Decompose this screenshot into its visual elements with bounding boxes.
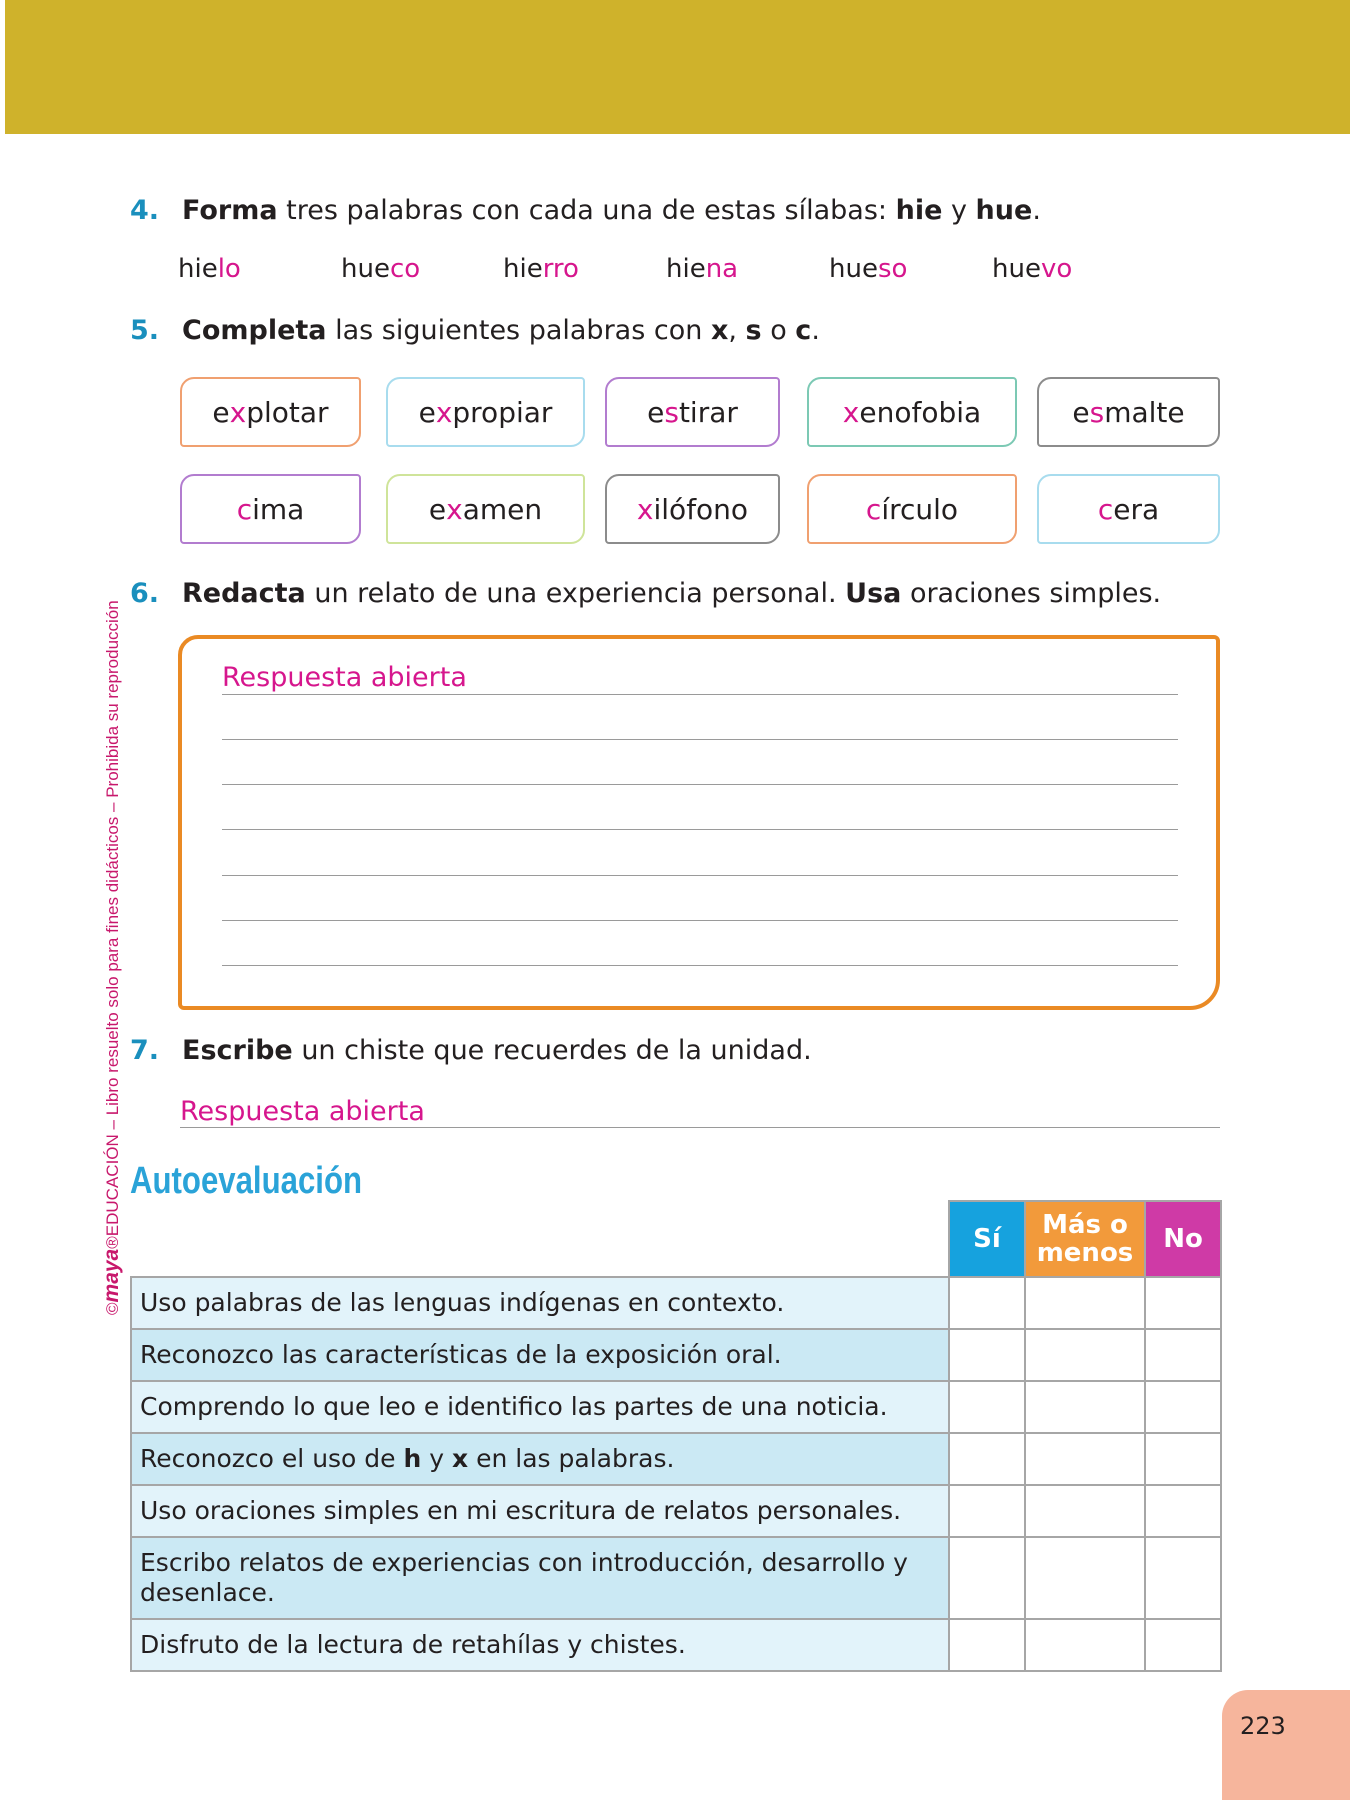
syllable-word: hueco xyxy=(341,254,421,284)
check-cell[interactable] xyxy=(1025,1329,1145,1381)
syllable-word: hielo xyxy=(178,254,241,284)
check-cell[interactable] xyxy=(949,1537,1025,1619)
table-header-row xyxy=(131,1201,1221,1277)
word-box: e x plotar xyxy=(180,377,361,447)
criterion-text: Reconozco las características de la exposición oral. xyxy=(131,1329,949,1381)
criterion-text: Escribo relatos de experiencias con introducción, desarrollo y desenlace. xyxy=(131,1537,949,1619)
check-cell[interactable] xyxy=(1145,1329,1221,1381)
check-cell[interactable] xyxy=(1145,1485,1221,1537)
word-box: e x amen xyxy=(386,474,585,544)
table-row xyxy=(131,1619,1221,1671)
writing-line[interactable] xyxy=(222,694,1178,695)
syllable-word: hierro xyxy=(503,254,579,284)
header-si: Sí xyxy=(949,1201,1025,1277)
check-cell[interactable] xyxy=(949,1433,1025,1485)
check-cell[interactable] xyxy=(1025,1485,1145,1537)
syllable-word: huevo xyxy=(992,254,1073,284)
question-number: 6. xyxy=(130,578,160,609)
table-row xyxy=(131,1277,1221,1329)
check-cell[interactable] xyxy=(1025,1277,1145,1329)
syllable-word: hiena xyxy=(666,254,739,284)
question-6: 6. Redacta un relato de una experiencia personal. Usa oraciones simples. xyxy=(130,578,1162,609)
check-cell[interactable] xyxy=(1145,1537,1221,1619)
criterion-text: Reconozco el uso de h y x en las palabras. xyxy=(131,1433,949,1485)
writing-line[interactable] xyxy=(222,829,1178,830)
word-box: e s tirar xyxy=(605,377,780,447)
question-number: 4. xyxy=(130,195,160,226)
word-box: c era xyxy=(1037,474,1220,544)
check-cell[interactable] xyxy=(1145,1433,1221,1485)
section-title: Autoevaluación xyxy=(130,1160,363,1202)
table-row xyxy=(131,1537,1221,1619)
copyright-side-note: ©maya®EDUCACIÓN – Libro resuelto solo para fines didácticos – Prohibida su reproducción xyxy=(100,600,123,1315)
question-5: 5. Completa las siguientes palabras con x, s o c. xyxy=(130,315,820,346)
criterion-text: Uso palabras de las lenguas indígenas en contexto. xyxy=(131,1277,949,1329)
page-number-tab xyxy=(1222,1690,1350,1800)
check-cell[interactable] xyxy=(1145,1619,1221,1671)
writing-line[interactable] xyxy=(222,965,1178,966)
question-number: 5. xyxy=(130,315,160,346)
check-cell[interactable] xyxy=(1025,1433,1145,1485)
check-cell[interactable] xyxy=(1025,1537,1145,1619)
criterion-text: Disfruto de la lectura de retahílas y chistes. xyxy=(131,1619,949,1671)
word-box: x enofobia xyxy=(807,377,1017,447)
syllable-answers xyxy=(178,254,1078,294)
table-row xyxy=(131,1485,1221,1537)
word-box: e s malte xyxy=(1037,377,1220,447)
writing-line[interactable] xyxy=(222,739,1178,740)
syllable-word: hueso xyxy=(829,254,908,284)
word-box: c írculo xyxy=(807,474,1017,544)
header-mas-o-menos: Más o menos xyxy=(1025,1201,1145,1277)
writing-line[interactable] xyxy=(222,920,1178,921)
self-assessment-table xyxy=(130,1200,1222,1672)
check-cell[interactable] xyxy=(1025,1619,1145,1671)
check-cell[interactable] xyxy=(949,1485,1025,1537)
criterion-text: Uso oraciones simples en mi escritura de relatos personales. xyxy=(131,1485,949,1537)
table-row xyxy=(131,1381,1221,1433)
word-box: e x propiar xyxy=(386,377,585,447)
answer-text: Respuesta abierta xyxy=(180,1096,425,1127)
question-4: 4. Forma tres palabras con cada una de estas sílabas: hie y hue. xyxy=(130,195,1041,226)
check-cell[interactable] xyxy=(949,1277,1025,1329)
word-box: c ima xyxy=(180,474,361,544)
check-cell[interactable] xyxy=(1145,1277,1221,1329)
question-number: 7. xyxy=(130,1035,160,1066)
writing-line[interactable] xyxy=(180,1127,1220,1128)
check-cell[interactable] xyxy=(949,1329,1025,1381)
check-cell[interactable] xyxy=(949,1381,1025,1433)
table-row xyxy=(131,1329,1221,1381)
check-cell[interactable] xyxy=(1025,1381,1145,1433)
page-number: 223 xyxy=(1240,1712,1286,1740)
header-band xyxy=(0,0,1350,134)
word-box: x ilófono xyxy=(605,474,780,544)
question-7: 7. Escribe un chiste que recuerdes de la unidad. xyxy=(130,1035,812,1066)
table-row xyxy=(131,1433,1221,1485)
check-cell[interactable] xyxy=(949,1619,1025,1671)
header-no: No xyxy=(1145,1201,1221,1277)
writing-line[interactable] xyxy=(222,875,1178,876)
writing-line[interactable] xyxy=(222,784,1178,785)
answer-text: Respuesta abierta xyxy=(222,662,467,693)
check-cell[interactable] xyxy=(1145,1381,1221,1433)
criterion-text: Comprendo lo que leo e identifico las partes de una noticia. xyxy=(131,1381,949,1433)
